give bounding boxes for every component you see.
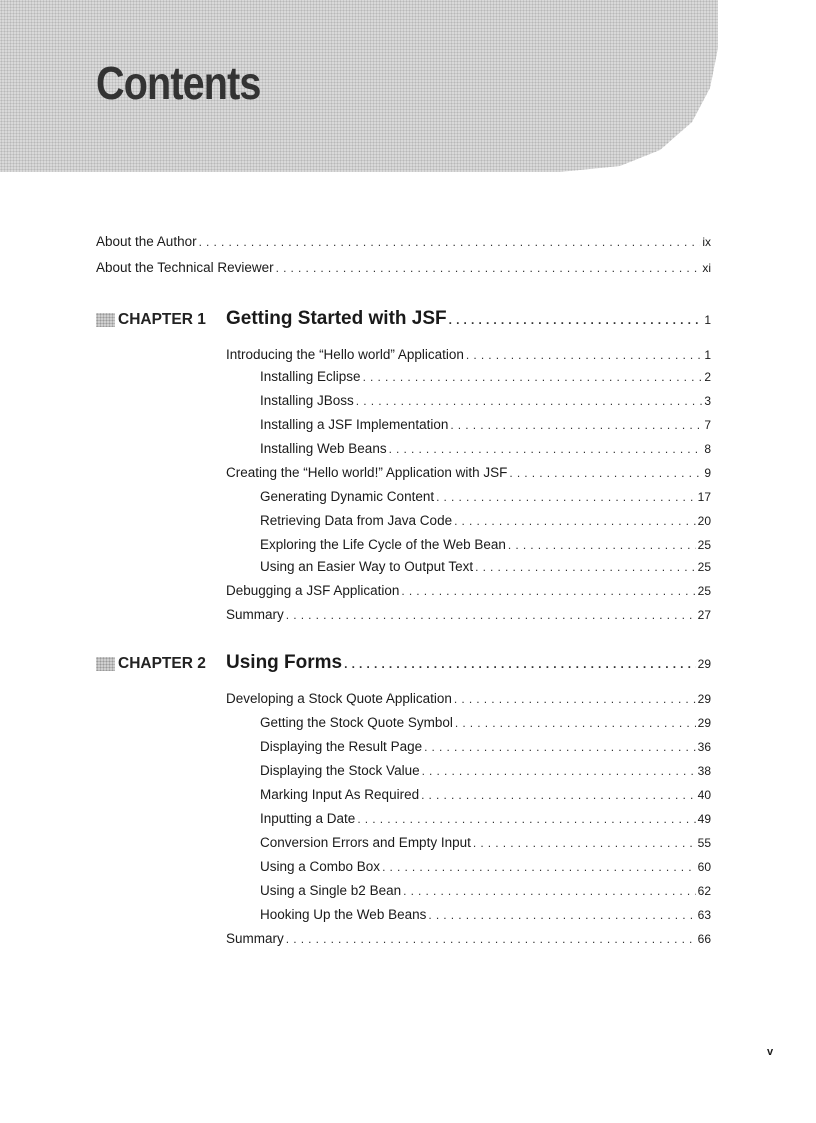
toc-entry-text: About the Author xyxy=(96,234,197,249)
toc-page-number: 29 xyxy=(697,716,711,730)
dot-leader xyxy=(454,690,696,708)
toc-entry-text: Exploring the Life Cycle of the Web Bean xyxy=(260,537,506,552)
chapter-1-label: CHAPTER 1 xyxy=(96,311,248,329)
dot-leader xyxy=(436,488,696,506)
toc-entry[interactable] xyxy=(226,464,711,482)
toc-subentry[interactable] xyxy=(260,488,711,506)
toc-entry-text: Debugging a JSF Application xyxy=(226,583,400,598)
dot-leader xyxy=(276,259,701,277)
chapter-marker-icon xyxy=(96,657,115,671)
toc-page-number: 36 xyxy=(697,740,711,754)
chapter-title: Using Forms xyxy=(226,652,343,673)
toc-page-number: 2 xyxy=(704,370,711,384)
toc-subentry[interactable] xyxy=(260,906,711,924)
toc-entry-text: Displaying the Result Page xyxy=(260,739,423,754)
toc-page-number: 66 xyxy=(697,932,711,946)
dot-leader xyxy=(357,810,695,828)
toc-entry-text: Summary xyxy=(226,931,284,946)
toc-page-number: ix xyxy=(702,235,711,249)
toc-entry-text: Creating the “Hello world!” Application with JSF xyxy=(226,465,508,480)
dot-leader xyxy=(344,652,696,676)
chapter-2-title-entry[interactable] xyxy=(226,651,711,676)
toc-page-number: 7 xyxy=(704,418,711,432)
dot-leader xyxy=(466,346,702,364)
toc-subentry[interactable] xyxy=(260,368,711,386)
dot-leader xyxy=(454,512,696,530)
toc-page-number: 25 xyxy=(697,538,711,552)
chapter-1-title-entry[interactable] xyxy=(226,307,711,332)
toc-page-number: 25 xyxy=(697,584,711,598)
dot-leader xyxy=(449,308,703,332)
toc-page-number: 3 xyxy=(704,394,711,408)
toc-entry-about-author[interactable] xyxy=(96,233,711,251)
toc-page-number: 1 xyxy=(704,313,711,327)
toc-page-number: 8 xyxy=(704,442,711,456)
toc-subentry[interactable] xyxy=(260,558,711,576)
toc-page-number: 49 xyxy=(697,812,711,826)
toc-page-number: 1 xyxy=(704,348,711,362)
dot-leader xyxy=(508,536,696,554)
toc-page-number: 9 xyxy=(704,466,711,480)
toc-page-number: 29 xyxy=(697,657,711,671)
dot-leader xyxy=(421,786,696,804)
toc-subentry[interactable] xyxy=(260,762,711,780)
toc-page-number: 62 xyxy=(697,884,711,898)
toc-entry-text: Getting the Stock Quote Symbol xyxy=(260,715,453,730)
dot-leader xyxy=(428,906,695,924)
toc-subentry[interactable] xyxy=(260,810,711,828)
toc-entry-text: Introducing the “Hello world” Application xyxy=(226,347,464,362)
toc-entry-text: Hooking Up the Web Beans xyxy=(260,907,427,922)
toc-subentry[interactable] xyxy=(260,834,711,852)
page-folio: v xyxy=(767,1046,774,1058)
toc-subentry[interactable] xyxy=(260,882,711,900)
toc-subentry[interactable] xyxy=(260,512,711,530)
dot-leader xyxy=(475,558,696,576)
toc-entry-text: Marking Input As Required xyxy=(260,787,420,802)
dot-leader xyxy=(356,392,703,410)
toc-entry-text: Using an Easier Way to Output Text xyxy=(260,559,474,574)
dot-leader xyxy=(382,858,696,876)
toc-page-number: 27 xyxy=(697,608,711,622)
dot-leader xyxy=(389,440,703,458)
toc-entry-text: Generating Dynamic Content xyxy=(260,489,435,504)
chapter-marker-icon xyxy=(96,313,115,327)
toc-page-number: 38 xyxy=(697,764,711,778)
dot-leader xyxy=(199,233,701,251)
toc-entry-text: Retrieving Data from Java Code xyxy=(260,513,453,528)
dot-leader xyxy=(403,882,696,900)
toc-entry-text: Installing a JSF Implementation xyxy=(260,417,449,432)
toc-entry-text: Using a Single b2 Bean xyxy=(260,883,402,898)
toc-page-number: 20 xyxy=(697,514,711,528)
toc-entry-text: Using a Combo Box xyxy=(260,859,381,874)
dot-leader xyxy=(473,834,696,852)
toc-entry-text: Inputting a Date xyxy=(260,811,356,826)
toc-subentry[interactable] xyxy=(260,392,711,410)
chapter-2-label: CHAPTER 2 xyxy=(96,655,248,673)
toc-entry-about-reviewer[interactable] xyxy=(96,259,711,277)
toc-entry-text: Conversion Errors and Empty Input xyxy=(260,835,471,850)
toc-entry[interactable] xyxy=(226,690,711,708)
toc-page-number: 63 xyxy=(697,908,711,922)
toc-entry[interactable] xyxy=(226,346,711,364)
toc-entry-text: Installing Eclipse xyxy=(260,369,361,384)
toc-entry[interactable] xyxy=(226,582,711,600)
dot-leader xyxy=(286,606,696,624)
toc-page-number: xi xyxy=(702,261,711,275)
toc-entry-text: Installing JBoss xyxy=(260,393,354,408)
toc-subentry[interactable] xyxy=(260,858,711,876)
toc-subentry[interactable] xyxy=(260,416,711,434)
toc-subentry[interactable] xyxy=(260,738,711,756)
dot-leader xyxy=(424,738,696,756)
dot-leader xyxy=(363,368,703,386)
toc-page-number: 55 xyxy=(697,836,711,850)
dot-leader xyxy=(450,416,702,434)
dot-leader xyxy=(422,762,696,780)
dot-leader xyxy=(286,930,696,948)
toc-entry-text: Summary xyxy=(226,607,284,622)
dot-leader xyxy=(509,464,702,482)
dot-leader xyxy=(455,714,696,732)
toc-entry[interactable] xyxy=(226,606,711,624)
toc-entry-text: Developing a Stock Quote Application xyxy=(226,691,452,706)
toc-entry-text: About the Technical Reviewer xyxy=(96,260,274,275)
chapter-title: Getting Started with JSF xyxy=(226,308,447,329)
toc-entry-text: Installing Web Beans xyxy=(260,441,387,456)
toc-page-number: 25 xyxy=(697,560,711,574)
toc-subentry[interactable] xyxy=(260,536,711,554)
toc-entry-text: Displaying the Stock Value xyxy=(260,763,420,778)
dot-leader xyxy=(401,582,695,600)
page-title: Contents xyxy=(96,57,261,109)
toc-page-number: 40 xyxy=(697,788,711,802)
toc-subentry[interactable] xyxy=(260,714,711,732)
toc-page-number: 60 xyxy=(697,860,711,874)
toc-subentry[interactable] xyxy=(260,440,711,458)
toc-entry[interactable] xyxy=(226,930,711,948)
toc-page-number: 29 xyxy=(697,692,711,706)
toc-page-number: 17 xyxy=(697,490,711,504)
toc-subentry[interactable] xyxy=(260,786,711,804)
